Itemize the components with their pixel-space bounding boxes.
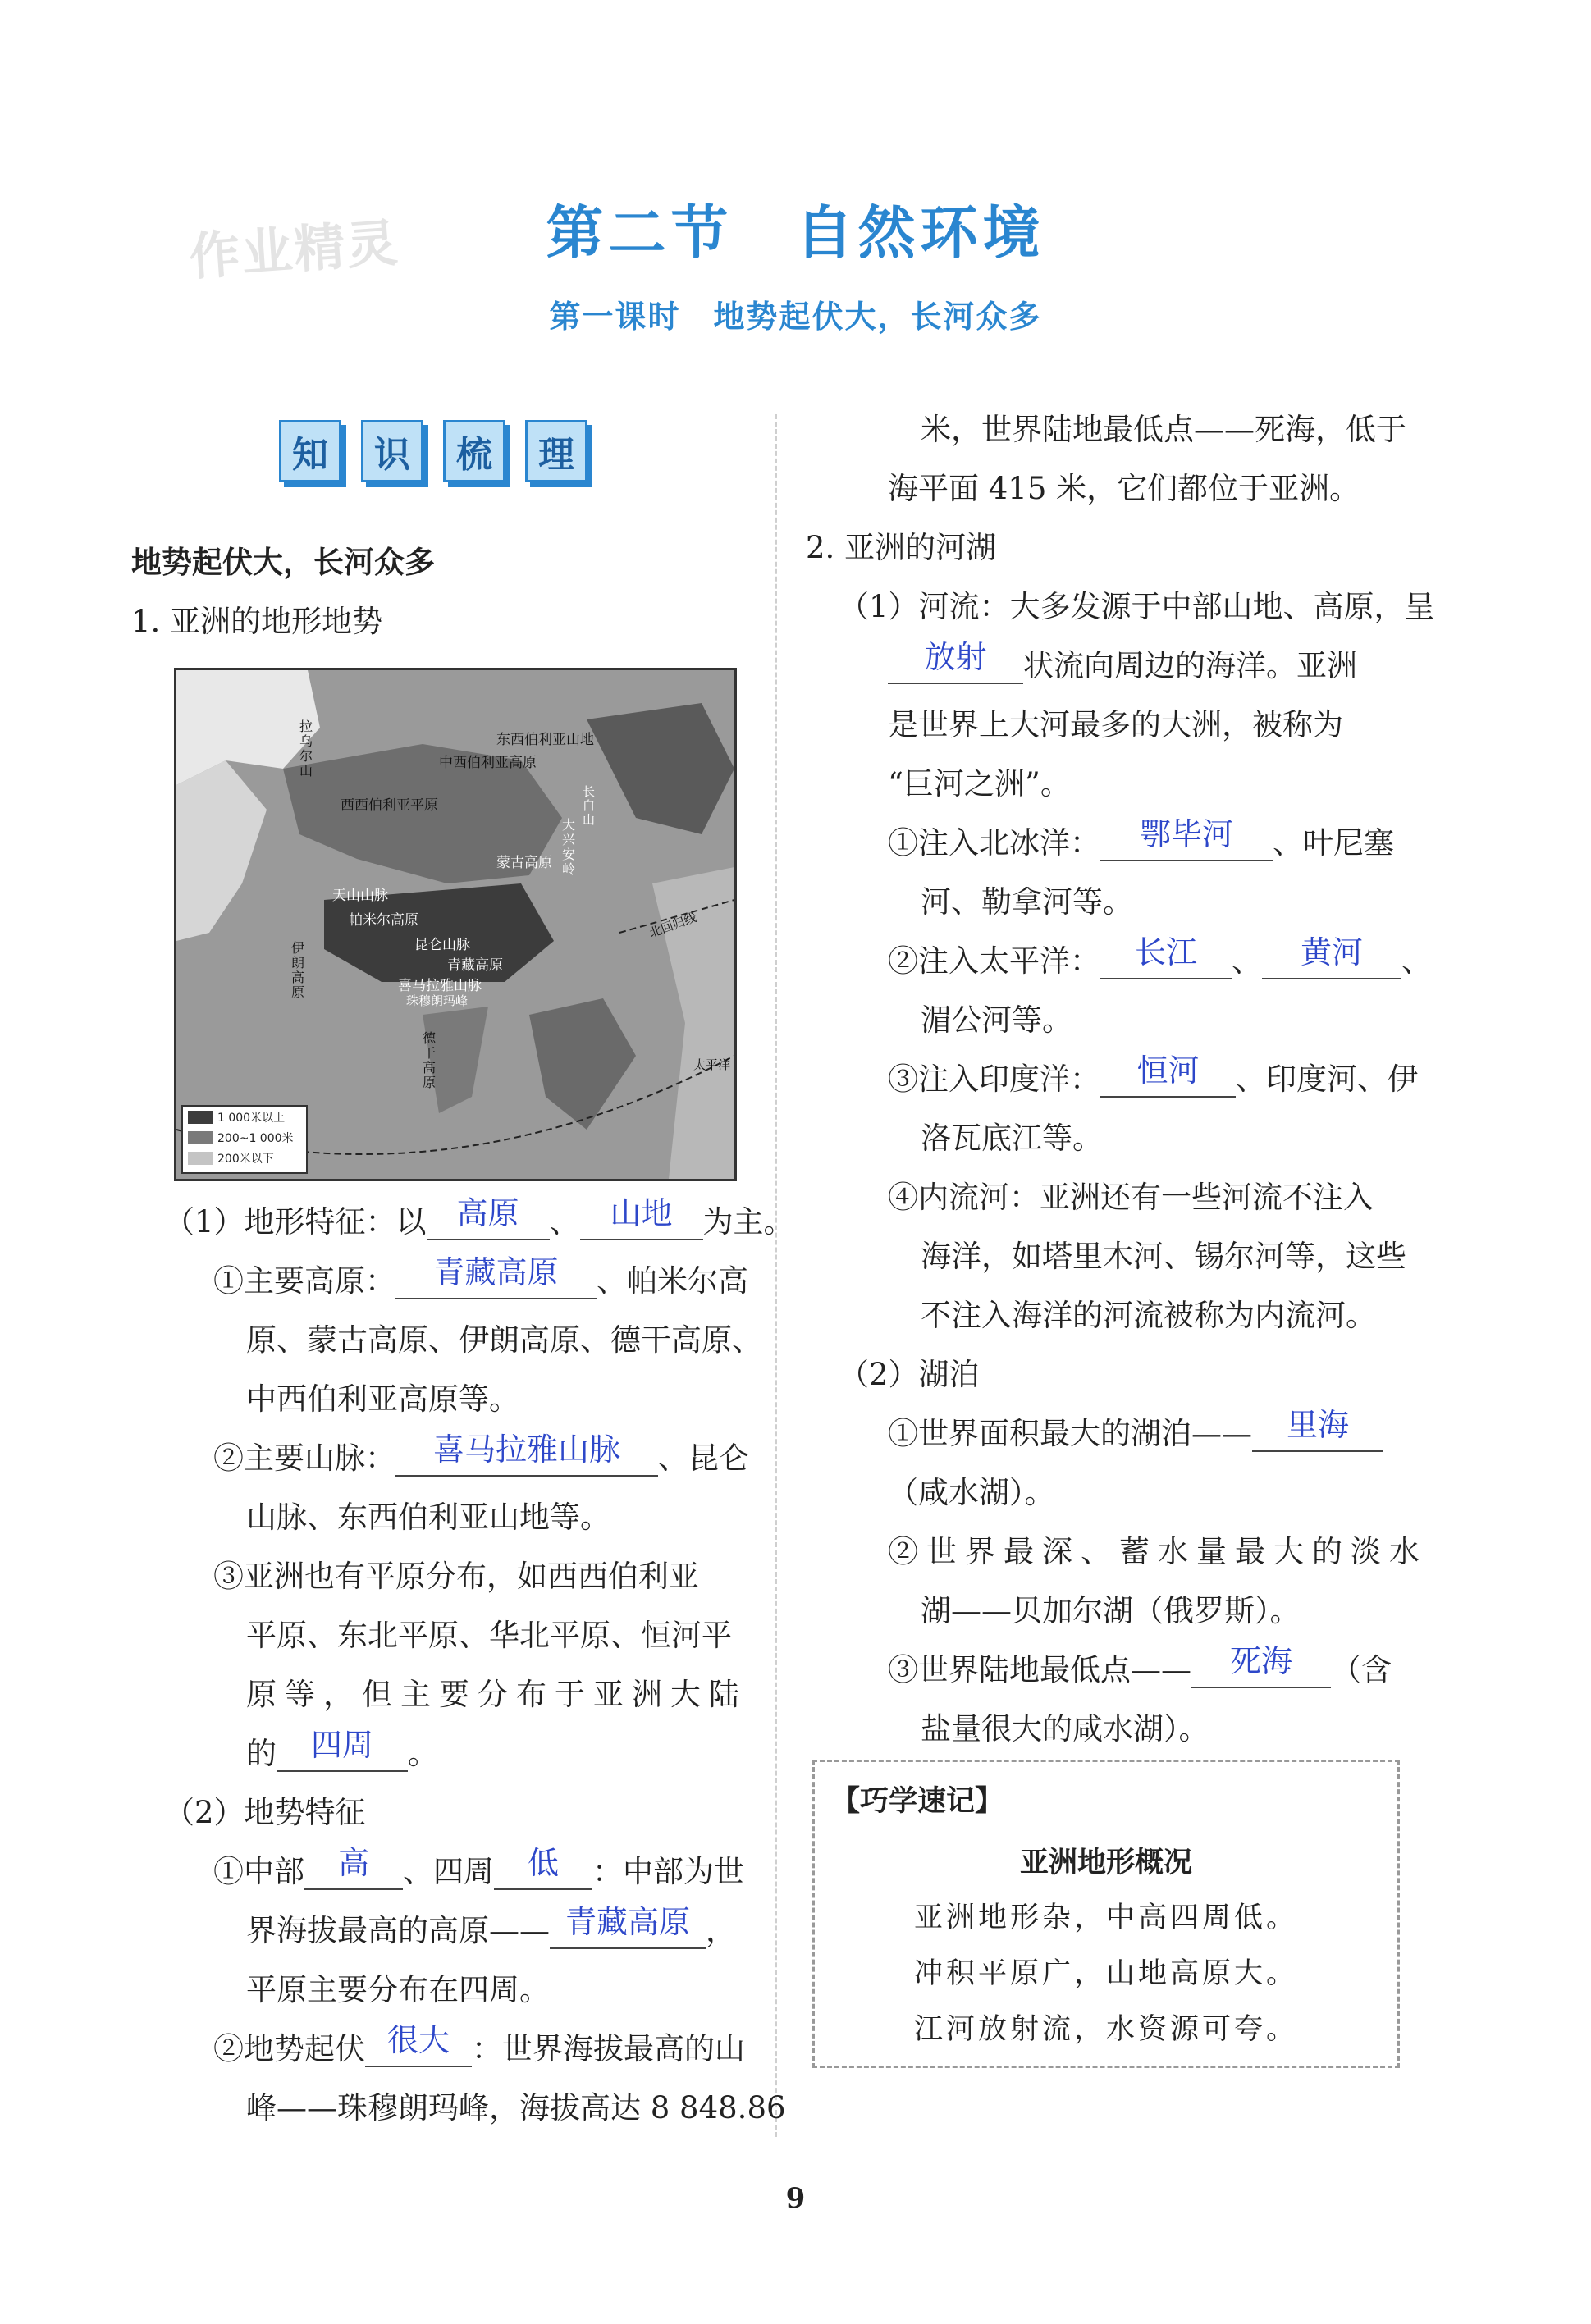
text: 、印度河、伊 <box>1236 1062 1418 1097</box>
answer: 鄂毕河 <box>1139 816 1233 852</box>
text: 、 <box>1401 943 1432 979</box>
answer-blank <box>1100 814 1273 861</box>
text-line: （1）河流：大多发源于中部山地、高原，呈 <box>839 589 1435 624</box>
text-line <box>213 1429 749 1488</box>
section-badge-char: 梳 <box>443 420 505 482</box>
answer: 长江 <box>1134 934 1197 970</box>
map-label: 蒙古高原 <box>496 855 552 871</box>
text: ①主要高原： <box>213 1263 395 1299</box>
text-line <box>246 1724 438 1783</box>
text-line <box>213 1842 744 1902</box>
text-line <box>888 1050 1418 1109</box>
text-line: 洛瓦底江等。 <box>921 1121 1103 1156</box>
map-label: 伊朗高原 <box>291 940 305 1000</box>
answer-blank <box>1100 1050 1236 1098</box>
text: 为主。 <box>702 1204 794 1240</box>
text: 界海拔最高的高原—— <box>246 1913 550 1948</box>
answer: 很大 <box>386 2022 450 2058</box>
map-label: 昆仑山脉 <box>414 937 470 953</box>
text-line: 河、勒拿河等。 <box>921 884 1133 920</box>
answer-blank <box>550 1902 706 1949</box>
memo-title: 亚洲地形概况 <box>1019 1847 1192 1879</box>
answer-blank <box>395 1429 658 1477</box>
text: ③世界陆地最低点—— <box>888 1652 1191 1687</box>
legend-label: 200米以下 <box>217 1152 274 1166</box>
map-label: 东西伯利亚山地 <box>496 732 594 748</box>
text-line: 米，世界陆地最低点——死海，低于 <box>921 412 1406 447</box>
map-label: 西西伯利亚平原 <box>341 797 438 814</box>
text: 。 <box>408 1736 438 1771</box>
map-label: 拉乌尔山 <box>299 719 313 778</box>
text-line: 平原主要分布在四周。 <box>246 1972 550 2007</box>
text-line <box>888 1404 1383 1463</box>
map-label: 帕米尔高原 <box>349 912 418 929</box>
answer: 青藏高原 <box>433 1254 559 1290</box>
answer-blank <box>1252 1404 1383 1452</box>
text: ②注入太平洋： <box>888 943 1100 979</box>
answer: 高原 <box>456 1195 519 1231</box>
text-line: 湖——贝加尔湖（俄罗斯）。 <box>921 1593 1301 1628</box>
answer: 放射 <box>924 639 987 675</box>
answer: 里海 <box>1286 1407 1349 1443</box>
text-line: （咸水湖）。 <box>888 1475 1055 1510</box>
map-label: 喜马拉雅山脉 <box>398 978 482 994</box>
text-line: 2. 亚洲的河湖 <box>806 530 997 565</box>
text: ：世界海拔最高的山 <box>472 2031 745 2066</box>
answer: 死海 <box>1229 1643 1292 1679</box>
text-line: 湄公河等。 <box>921 1002 1072 1038</box>
text: ①注入北冰洋： <box>888 825 1100 861</box>
watermark: 作业精灵 <box>187 212 401 287</box>
answer: 四周 <box>310 1727 373 1763</box>
answer-blank <box>888 637 1023 684</box>
asia-terrain-map <box>174 668 737 1181</box>
text: ①世界面积最大的湖泊—— <box>888 1416 1252 1451</box>
legend-label: 1 000米以上 <box>217 1111 286 1125</box>
text-line: 峰——珠穆朗玛峰，海拔高达 8 848.86 <box>246 2090 786 2125</box>
text: ②主要山脉： <box>213 1441 395 1476</box>
text: （1）地形特征：以 <box>164 1204 427 1240</box>
answer-blank <box>1262 932 1401 979</box>
page-title: 第二节 自然环境 <box>546 199 1045 267</box>
text: 、 <box>549 1204 580 1240</box>
answer: 喜马拉雅山脉 <box>432 1431 620 1468</box>
section-badge-char: 理 <box>525 420 587 482</box>
map-label: 中西伯利亚高原 <box>439 755 537 771</box>
answer: 高 <box>337 1845 369 1881</box>
answer: 恒河 <box>1136 1052 1200 1089</box>
answer-blank <box>395 1252 597 1299</box>
answer: 青藏高原 <box>565 1904 690 1940</box>
map-label: 长白山 <box>583 784 596 827</box>
text: （含 <box>1331 1652 1392 1687</box>
text-line: 山脉、东西伯利亚山地等。 <box>246 1500 610 1535</box>
text-line: 中西伯利亚高原等。 <box>246 1381 519 1417</box>
text-line <box>164 1193 794 1252</box>
text: 状流向周边的海洋。亚洲 <box>1023 648 1357 683</box>
memo-line: 亚洲地形杂，中高四周低。 <box>913 1902 1298 1934</box>
page-number: 9 <box>785 2182 806 2215</box>
text-line: ②世界最深、蓄水量最大的淡水 <box>888 1534 1428 1569</box>
answer-blank <box>1100 932 1232 979</box>
text: ：中部为世 <box>592 1854 744 1889</box>
column-divider <box>775 414 777 2137</box>
legend-label: 200~1 000米 <box>217 1131 294 1145</box>
memory-tip-box <box>812 1760 1400 2068</box>
text: 、昆仑 <box>658 1441 749 1476</box>
section-heading: 地势起伏大，长河众多 <box>131 545 435 580</box>
memo-line: 江河放射流，水资源可夸。 <box>913 2013 1298 2046</box>
text-line: 原等，但主要分布于亚洲大陆 <box>246 1677 747 1712</box>
text-line <box>888 814 1394 873</box>
section-badge-char: 知 <box>279 420 341 482</box>
map-label: 大兴安岭 <box>562 817 576 877</box>
text-line: 原、蒙古高原、伊朗高原、德干高原、 <box>246 1322 762 1358</box>
answer-blank <box>494 1842 592 1890</box>
text: 的 <box>246 1736 277 1771</box>
answer-blank <box>304 1842 403 1890</box>
text-line: ③亚洲也有平原分布，如西西伯利亚 <box>213 1559 699 1594</box>
answer: 山地 <box>610 1195 673 1231</box>
text-line <box>888 932 1432 991</box>
map-label: 珠穆朗玛峰 <box>406 993 469 1008</box>
answer: 低 <box>527 1845 559 1881</box>
answer: 黄河 <box>1300 934 1363 970</box>
map-legend <box>181 1105 308 1174</box>
answer-blank <box>277 1724 408 1772</box>
text: ②地势起伏 <box>213 2031 365 2066</box>
text-line <box>888 637 1357 696</box>
text-line <box>213 1252 748 1311</box>
text-line <box>213 2020 745 2079</box>
text-line: “巨河之洲”。 <box>888 766 1071 801</box>
text-line: （2）湖泊 <box>839 1357 980 1392</box>
text-line: （2）地势特征 <box>164 1795 366 1830</box>
text: ， <box>706 1913 736 1948</box>
text: 、四周 <box>403 1854 494 1889</box>
text: ①中部 <box>213 1854 304 1889</box>
answer-blank <box>1191 1641 1331 1688</box>
text: ③注入印度洋： <box>888 1062 1100 1097</box>
text-line: 海平面 415 米，它们都位于亚洲。 <box>888 471 1360 506</box>
map-label: 太平洋 <box>693 1057 731 1072</box>
answer-blank <box>580 1193 703 1240</box>
section-badge-char: 识 <box>361 420 423 482</box>
page-subtitle: 第一课时 地势起伏大，长河众多 <box>549 299 1042 335</box>
text-line <box>246 1902 736 1961</box>
answer-blank <box>427 1193 550 1240</box>
memo-tag: 【巧学速记】 <box>831 1785 1004 1818</box>
memo-line: 冲积平原广，山地高原大。 <box>913 1957 1298 1990</box>
map-label: 青藏高原 <box>447 957 503 974</box>
map-label: 德干高原 <box>423 1030 437 1090</box>
text-line: 是世界上大河最多的大洲，被称为 <box>888 707 1343 742</box>
text: 、叶尼塞 <box>1273 825 1394 861</box>
map-label: 天山山脉 <box>332 888 388 904</box>
text-line: 不注入海洋的河流被称为内流河。 <box>921 1298 1376 1333</box>
text: 、帕米尔高 <box>597 1263 748 1299</box>
item-heading: 1. 亚洲的地形地势 <box>131 604 383 639</box>
answer-blank <box>365 2020 472 2067</box>
text-line: 海洋，如塔里木河、锡尔河等，这些 <box>921 1239 1406 1274</box>
text-line: 平原、东北平原、华北平原、恒河平 <box>246 1618 732 1653</box>
text-line: ④内流河：亚洲还有一些河流不注入 <box>888 1180 1374 1215</box>
text-line: 盐量很大的咸水湖）。 <box>921 1711 1209 1746</box>
text: 、 <box>1232 943 1262 979</box>
text-line <box>888 1641 1392 1700</box>
map-label: 北回归线 <box>647 910 699 941</box>
